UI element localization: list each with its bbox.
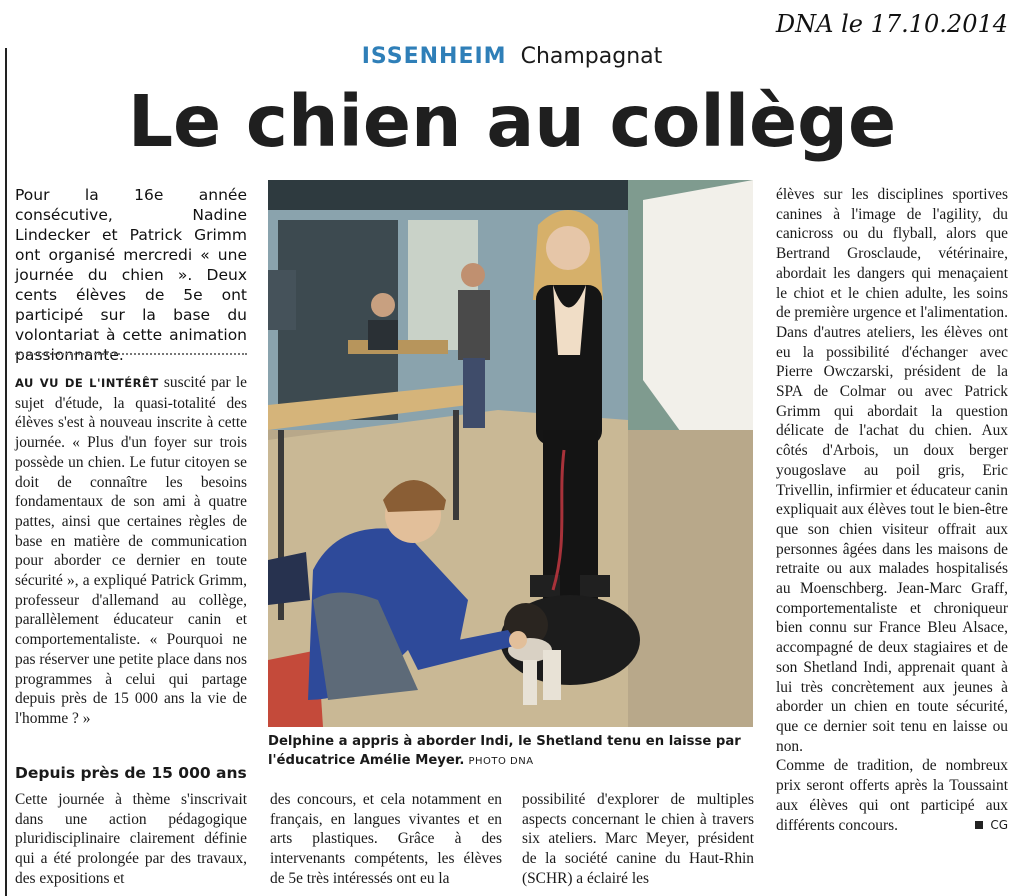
article-photo [268, 180, 753, 727]
paragraph: élèves sur les disciplines sportives canines à l'image de l'agility, du canicross ou du flyball, alors que Bertrand Grosclaude, vétérinaire, abordait les dangers qui menaçaient le chiot et le chien adulte, les soins de première urgence et l'alimentation. [776, 186, 1008, 322]
headline: Le chien au collège [127, 80, 897, 163]
body-column-5 [776, 185, 1008, 835]
kicker-place: Champagnat [520, 44, 663, 69]
end-mark-icon [975, 821, 983, 829]
kicker-location: ISSENHEIM [361, 44, 507, 69]
body-text: suscité par le sujet d'étude, la quasi-totalité des élèves s'est à nouveau inscrite à cette journée. « Plus d'un foyer sur trois possède un chien. Le futur citoyen se doit de connaître les besoins fondamentaux de son ami à quatre pattes, ainsi que certaines règles de base en matière de communication pour aborder ce dernier en toute sécurité », a expliqué Patrick Grimm, professeur d'allemand au collège, parallèlement éducateur canin et comportementaliste. « Pourquoi ne pas réserver une petite place dans nos programmes à celui qui partage depuis près de 15 000 ans la vie de l'homme ? » [15, 374, 247, 727]
intro-paragraph: Pour la 16e année consécutive, Nadine Lindecker et Patrick Grimm ont organisé mercredi « une journée du chien ». Deux cents élèves de 5e ont participé sur la base du volontariat à cette animation passionnante. [15, 186, 247, 364]
source-note: DNA le 17.10.2014 [775, 10, 1008, 38]
lead-in: AU VU DE L'INTÉRÊT [15, 376, 159, 390]
subheading: Depuis près de 15 000 ans [15, 764, 247, 782]
caption-text: Delphine a appris à aborder Indi, le Shetland tenu en laisse par l'éducatrice Amélie Meyer. [268, 734, 741, 768]
paragraph: Comme de tradition, de nombreux prix seront offerts après la Toussaint aux élèves qui ont participé aux différents concours. CG [776, 757, 1008, 834]
kicker [0, 44, 1024, 69]
body-column-1 [15, 373, 247, 729]
photo-credit: PHOTO DNA [468, 756, 534, 767]
photo-caption [268, 732, 758, 771]
divider [15, 353, 247, 355]
body-column-2: Cette journée à thème s'inscrivait dans une action pédagogique pluridisciplinaire clairement définie qui a été prolongée par des travaux, des expositions et [15, 791, 247, 887]
column-rule [5, 48, 7, 896]
paragraph: Dans d'autres ateliers, les élèves ont eu la possibilité d'échanger avec Pierre Owczarski, président de la SPA de Colmar ou avec Patrick Grimm qui abordait la question délicate de l'achat du chien. Aux côtés d'Arbois, un doux berger yougoslave au poil gris, Eric Trivellin, infirmier et éducateur canin expliquait aux élèves tout le bien-être que son chien visiteur offrait aux personnes âgées dans les maisons de retraite ou aux malades hospitalisés au Moenschberg. Jean-Marc Graff, comportementaliste et chroniqueur bien connu sur France Bleu Alsace, accompagné de deux stagiaires et de son Shetland Indi, apprenait quant à lui très concrètement aux jeunes à aborder un chien en toute sécurité, que ce dernier soit tenu en laisse ou non. [776, 323, 1008, 755]
body-column-3: des concours, et cela notamment en français, en langues vivantes et en arts plastiques. Grâce à des intervenants compétents, les élèves de 5e très intéressés ont eu la [270, 791, 502, 887]
photo-illustration [268, 180, 753, 727]
body-column-4: possibilité d'explorer de multiples aspects concernant le chien à travers six ateliers. Marc Meyer, président de la société canine du Haut-Rhin (SCHR) a éclairé les [522, 791, 754, 887]
signature: CG [969, 816, 1008, 836]
